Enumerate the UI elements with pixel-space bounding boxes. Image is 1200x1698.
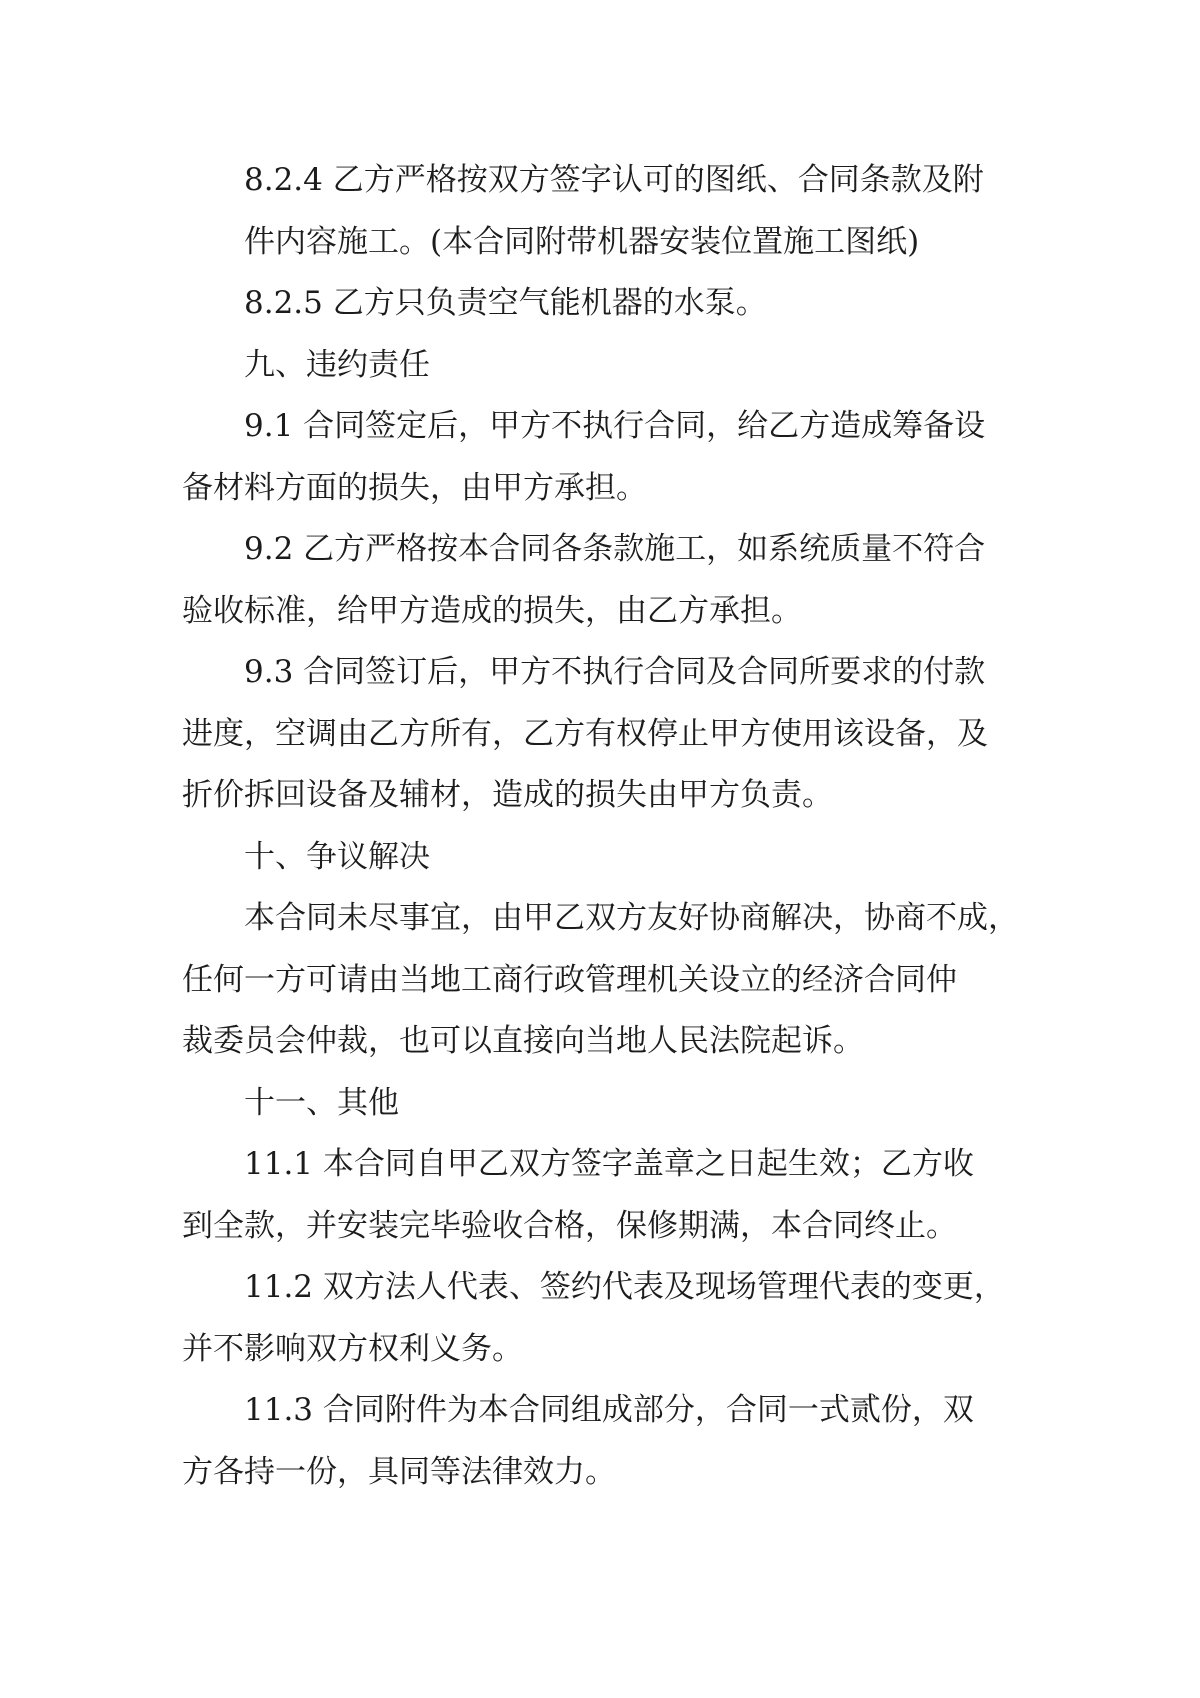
clause-9-2 [182,519,1027,642]
text-line: 11.3 合同附件为本合同组成部分，合同一式贰份，双 [244,1392,974,1428]
text-line: 8.2.4 乙方严格按双方签字认可的图纸、合同条款及附 [244,162,984,198]
clause-9-1 [182,396,1027,519]
text-line: 到全款，并安装完毕验收合格，保修期满，本合同终止。 [182,1207,957,1244]
section-heading-text: 九、违约责任 [244,346,430,383]
text-line: 11.1 本合同自甲乙双方签字盖章之日起生效；乙方收 [244,1146,974,1182]
text-line: 任何一方可请由当地工商行政管理机关设立的经济合同仲 [182,961,957,998]
text-line: 验收标准，给甲方造成的损失，由乙方承担。 [182,592,802,629]
text-line: 9.1 合同签定后，甲方不执行合同，给乙方造成筹备设 [244,408,986,444]
clause-9-3 [182,642,1027,827]
text-line: 备材料方面的损失，由甲方承担。 [182,469,647,506]
text-line: 8.2.5 乙方只负责空气能机器的水泵。 [244,285,767,321]
text-line: 裁委员会仲裁，也可以直接向当地人民法院起诉。 [182,1023,864,1059]
document-body [182,150,1027,1503]
section-heading-text: 十一、其他 [244,1084,399,1121]
clause-8-2-5 [182,273,1027,335]
section-heading-10 [182,827,1027,889]
text-line: 件内容施工。(本合同附带机器安装位置施工图纸) [244,223,920,260]
section-heading-11 [182,1073,1027,1135]
clause-11-1 [182,1134,1027,1257]
section-heading-9 [182,335,1027,397]
text-line: 本合同未尽事宜，由甲乙双方友好协商解决，协商不成， [244,900,1019,936]
section-heading-text: 十、争议解决 [244,838,430,875]
text-line: 9.2 乙方严格按本合同各条款施工，如系统质量不符合 [244,531,986,567]
text-line: 并不影响双方权利义务。 [182,1330,523,1367]
clause-10 [182,888,1027,1073]
clause-8-2-4 [182,150,1027,273]
text-line: 9.3 合同签订后，甲方不执行合同及合同所要求的付款 [244,654,986,690]
clause-11-2 [182,1257,1027,1380]
text-line: 折价拆回设备及辅材，造成的损失由甲方负责。 [182,777,833,813]
clause-11-3 [182,1380,1027,1503]
text-line: 方各持一份，具同等法律效力。 [182,1453,616,1490]
text-line: 11.2 双方法人代表、签约代表及现场管理代表的变更， [244,1269,1005,1305]
text-line: 进度，空调由乙方所有，乙方有权停止甲方使用该设备，及 [182,715,988,752]
